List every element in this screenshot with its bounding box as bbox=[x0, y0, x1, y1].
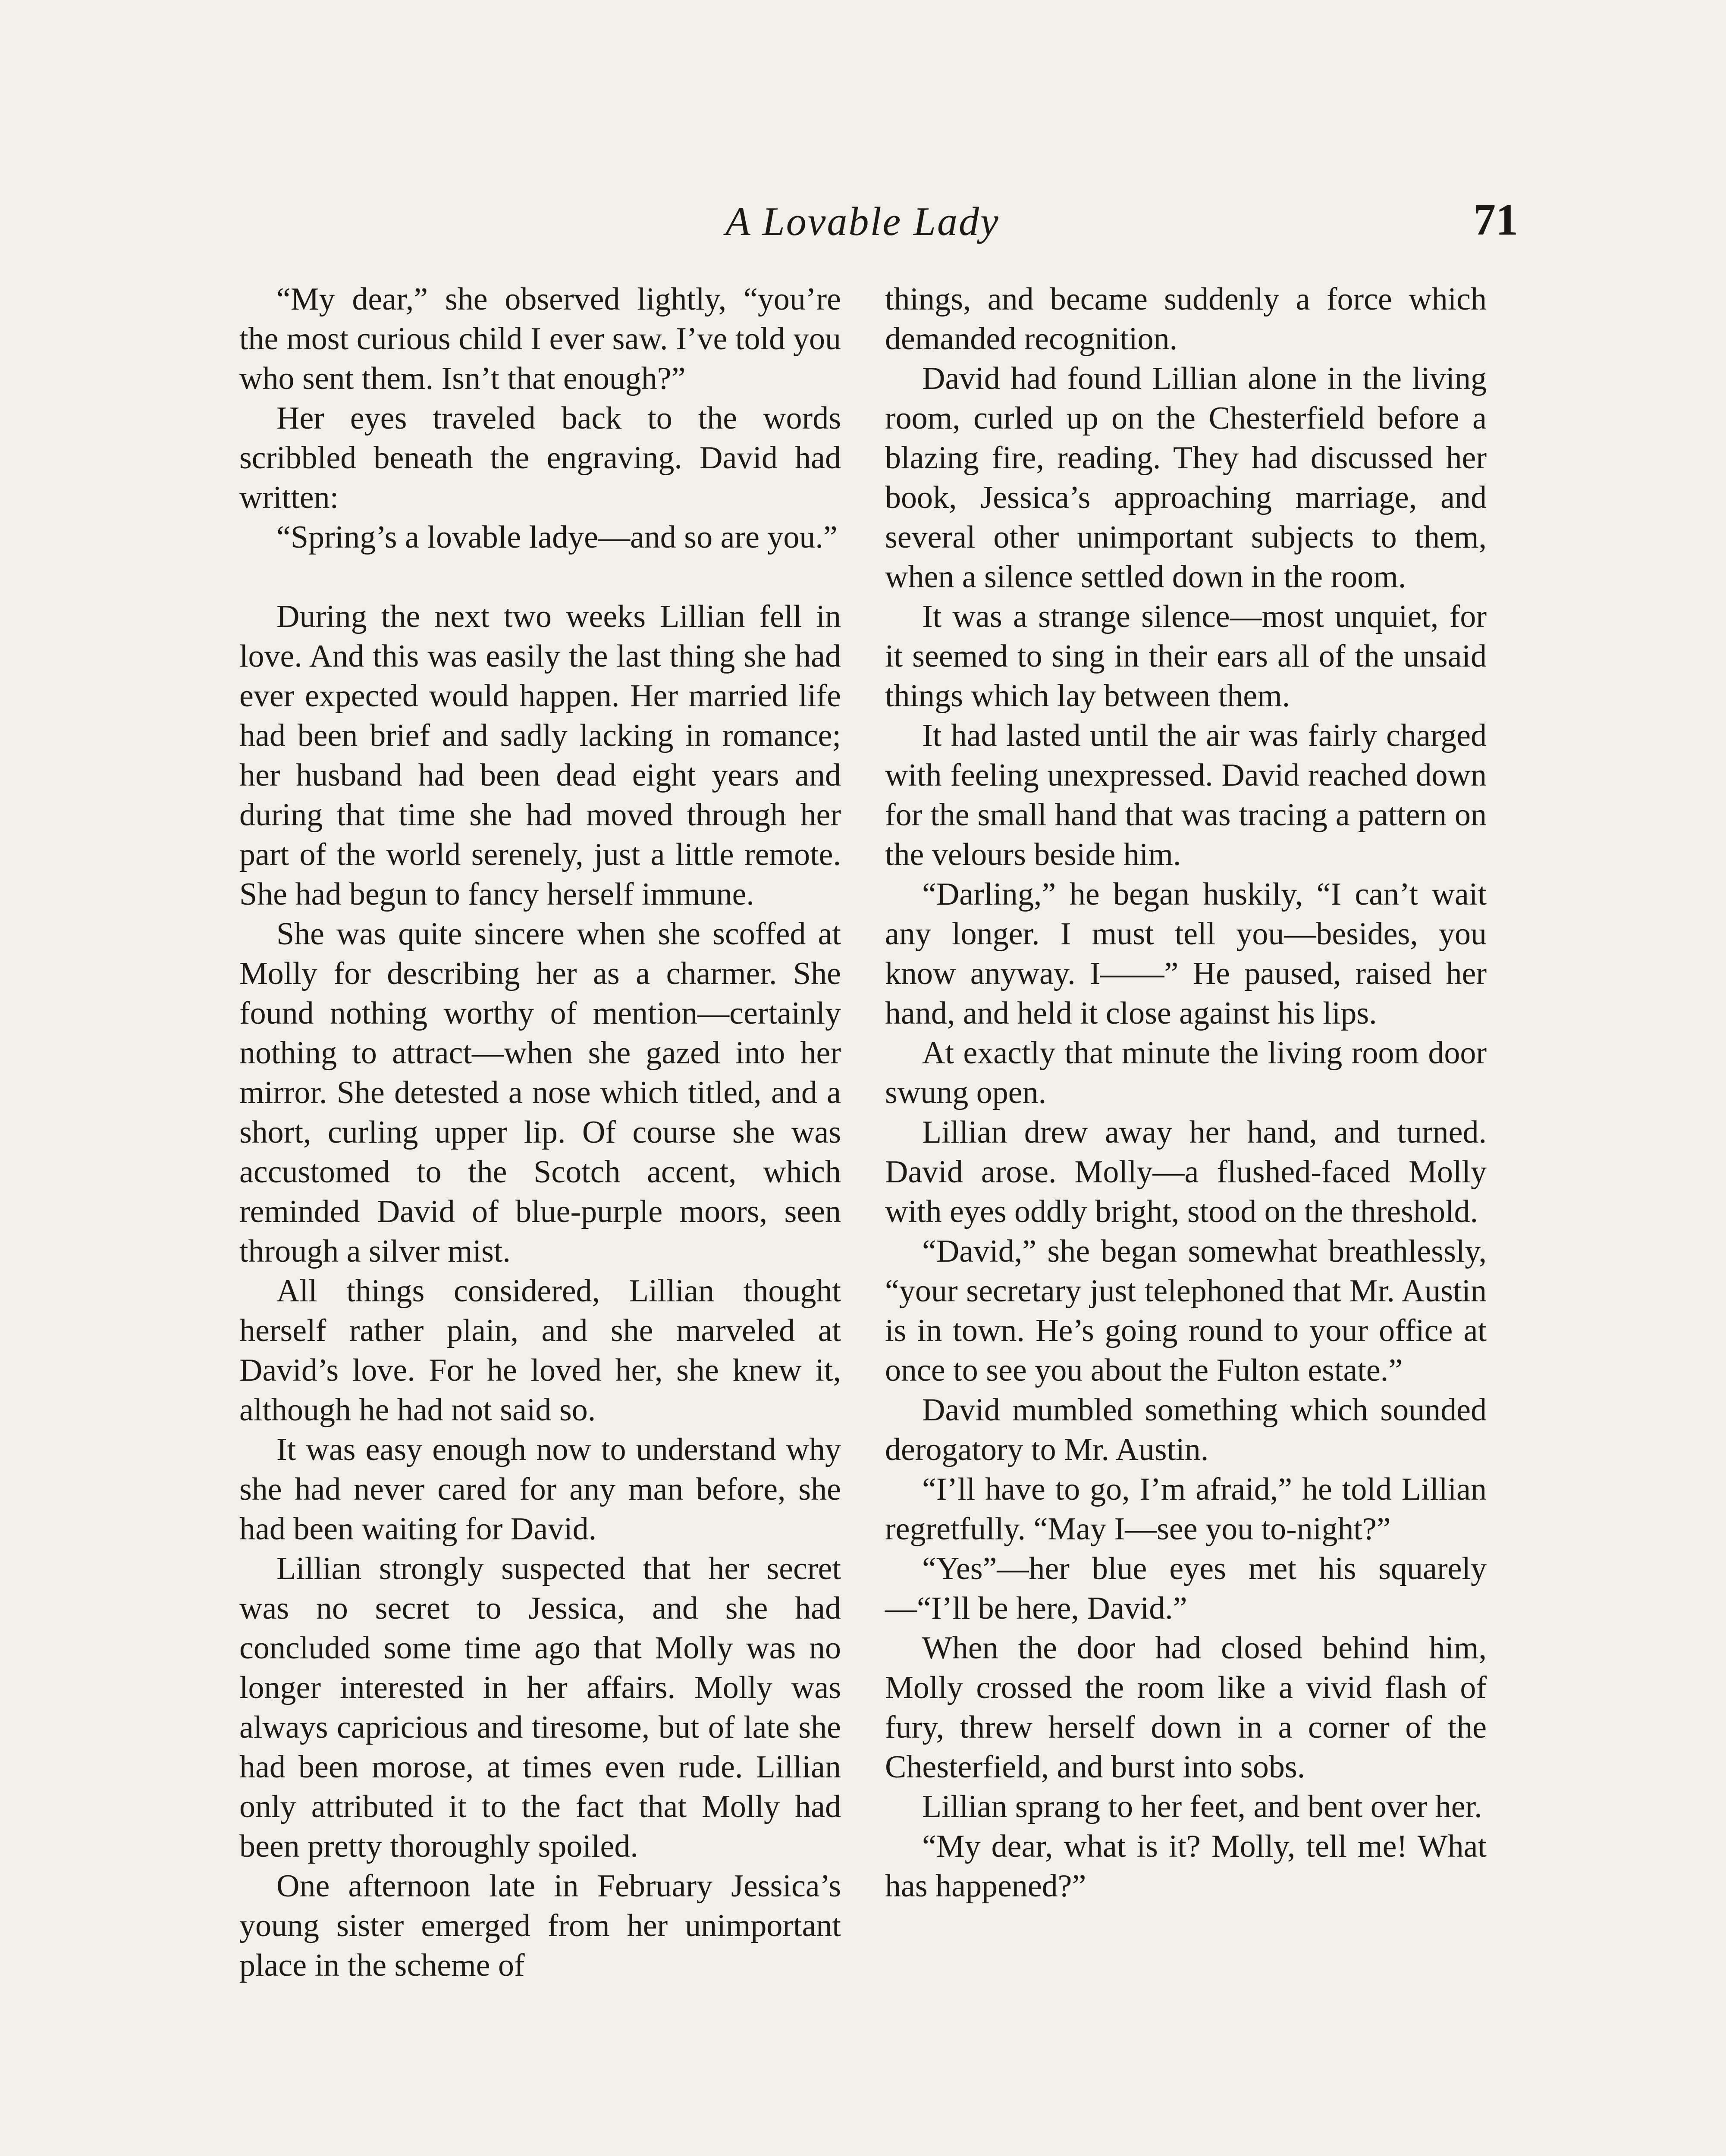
paragraph: “My dear, what is it? Molly, tell me! What has happened?” bbox=[885, 1829, 1487, 1904]
running-head bbox=[207, 190, 1518, 263]
paragraph: All things considered, Lillian thought herself rather plain, and she marveled at David’s love. For he loved her, she knew it, although he had not said so. bbox=[239, 1273, 841, 1428]
paragraph: Her eyes traveled back to the words scribbled beneath the engraving. David had written: bbox=[239, 401, 841, 515]
paragraph: Lillian sprang to her feet, and bent over her. bbox=[922, 1789, 1482, 1824]
paragraph: It had lasted until the air was fairly charged with feeling unexpressed. David reached down for the small hand that was tracing a pattern on the velours beside him. bbox=[885, 718, 1487, 872]
paragraph-continued: things, and became suddenly a force which demanded recognition. bbox=[885, 282, 1487, 357]
paragraph: She was quite sincere when she scoffed at Molly for describing her as a charmer. She found nothing worthy of mention—certainly nothing to attract—when she gazed into her mirror. She detested a nose which titled, and a short, curling upper lip. Of course she was accustomed to the Scotch accent, which reminded David of blue-purple moors, seen through a silver mist. bbox=[239, 916, 841, 1269]
paragraph: David had found Lillian alone in the living room, curled up on the Chesterfield before a blazing fire, reading. They had discussed her book, Jessica’s approaching marriage, and several other unimportant subjects to them, when a silence settled down in the room. bbox=[885, 361, 1487, 595]
paragraph: One afternoon late in February Jessica’s young sister emerged from her unimportant place in the scheme of bbox=[239, 1868, 841, 1983]
paragraph: “I’ll have to go, I’m afraid,” he told Lillian regretfully. “May I—see you to-night?” bbox=[885, 1472, 1487, 1547]
paragraph: David mumbled something which sounded derogatory to Mr. Austin. bbox=[885, 1392, 1487, 1467]
text-column-left bbox=[239, 279, 841, 1985]
paragraph: “My dear,” she observed lightly, “you’re the most curious child I ever saw. I’ve told you who sent them. Isn’t that enough?” bbox=[239, 282, 841, 396]
paragraph: “Darling,” he began huskily, “I can’t wait any longer. I must tell you—besides, you know anyway. I——” He paused, raised her hand, and held it close against his lips. bbox=[885, 877, 1487, 1031]
paragraph: “Yes”—her blue eyes met his squarely—“I’ll be here, David.” bbox=[885, 1551, 1487, 1626]
paragraph: “Spring’s a lovable ladye—and so are you.” bbox=[276, 520, 838, 555]
paragraph: During the next two weeks Lillian fell in love. And this was easily the last thing she had ever expected would happen. Her married life had been brief and sadly lacking in romance; her husband had been dead eight years and during that time she had moved through her part of the world serenely, just a little remote. She had begun to fancy herself immune. bbox=[239, 599, 841, 912]
paragraph: “David,” she began somewhat breathlessly, “your secretary just telephoned that Mr. Austin is in town. He’s going round to your office at once to see you about the Fulton estate.” bbox=[885, 1234, 1487, 1388]
text-column-right bbox=[885, 279, 1487, 1906]
paragraph: Lillian drew away her hand, and turned. David arose. Molly—a flushed-faced Molly with eyes oddly bright, stood on the threshold. bbox=[885, 1115, 1487, 1229]
paragraph: At exactly that minute the living room door swung open. bbox=[885, 1035, 1487, 1110]
paragraph: It was a strange silence—most unquiet, for it seemed to sing in their ears all of the unsaid things which lay between them. bbox=[885, 599, 1487, 714]
paragraph: It was easy enough now to understand why she had never cared for any man before, she had been waiting for David. bbox=[239, 1432, 841, 1547]
page-number: 71 bbox=[1473, 195, 1518, 244]
paragraph: Lillian strongly suspected that her secret was no secret to Jessica, and she had concluded some time ago that Molly was no longer interested in her affairs. Molly was always capricious and tiresome, but of late she had been morose, at times even rude. Lillian only attributed it to the fact that Molly had been pretty thoroughly spoiled. bbox=[239, 1551, 841, 1864]
paragraph: When the door had closed behind him, Molly crossed the room like a vivid flash of fury, threw herself down in a corner of the Chesterfield, and burst into sobs. bbox=[885, 1630, 1487, 1785]
story-title: A Lovable Lady bbox=[725, 199, 1000, 244]
